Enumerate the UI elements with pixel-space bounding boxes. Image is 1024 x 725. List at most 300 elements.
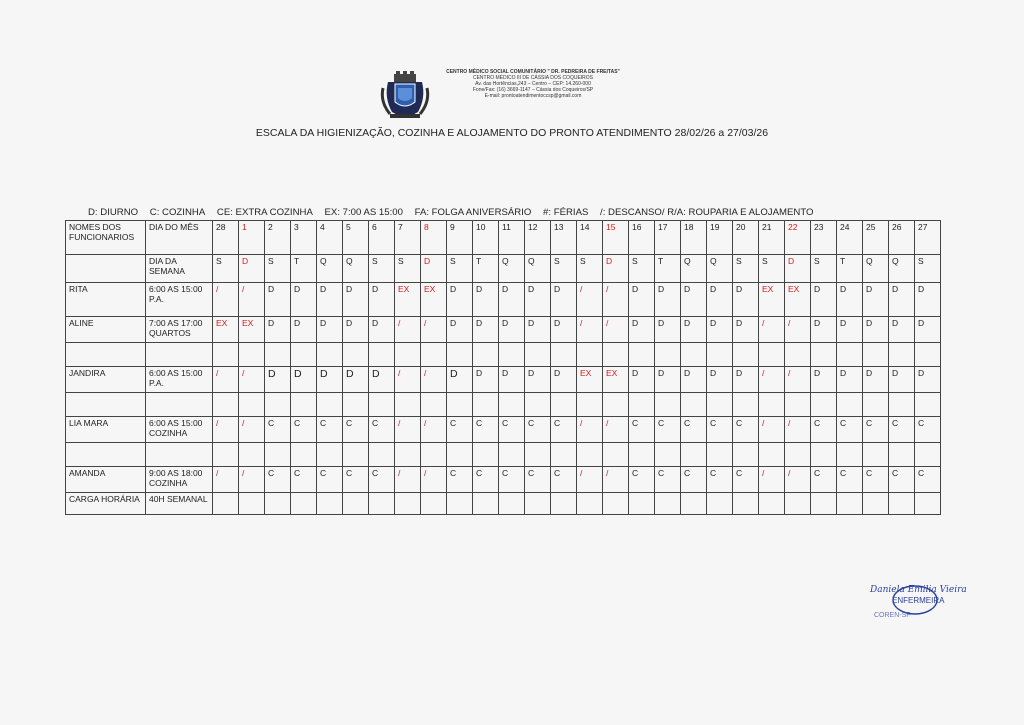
schedule-cell: [785, 393, 811, 417]
schedule-cell: [785, 443, 811, 467]
header-line: CENTRO MÉDICO III DE CÁSSIA DOS COQUEIROS: [472, 75, 594, 81]
schedule-cell: [317, 343, 343, 367]
schedule-cell: [577, 343, 603, 367]
schedule-cell: C: [317, 467, 343, 493]
schedule-cell: [317, 393, 343, 417]
schedule-cell: [265, 443, 291, 467]
schedule-cell: C: [707, 467, 733, 493]
day-number: 27: [915, 221, 941, 255]
schedule-cell: D: [733, 317, 759, 343]
schedule-cell: [525, 443, 551, 467]
day-number: 11: [499, 221, 525, 255]
schedule-cell: [603, 443, 629, 467]
schedule-cell: /: [785, 467, 811, 493]
weekday-letter: S: [395, 255, 421, 283]
schedule-cell: D: [317, 367, 343, 393]
schedule-cell: [421, 343, 447, 367]
schedule-cell: [889, 443, 915, 467]
schedule-cell: D: [733, 283, 759, 317]
day-number: 2: [265, 221, 291, 255]
schedule-cell: [499, 493, 525, 515]
schedule-cell: [239, 393, 265, 417]
schedule-cell: C: [655, 467, 681, 493]
schedule-cell: [291, 443, 317, 467]
schedule-cell: D: [681, 367, 707, 393]
schedule-cell: C: [525, 467, 551, 493]
schedule-cell: [239, 493, 265, 515]
schedule-cell: [369, 443, 395, 467]
schedule-cell: [785, 493, 811, 515]
signature-stamp: [860, 572, 970, 622]
schedule-cell: [707, 493, 733, 515]
table-row: [66, 343, 941, 367]
schedule-cell: C: [811, 467, 837, 493]
schedule-cell: C: [837, 467, 863, 493]
schedule-cell: D: [915, 283, 941, 317]
schedule-cell: C: [915, 417, 941, 443]
schedule-cell: D: [369, 283, 395, 317]
day-number: 26: [889, 221, 915, 255]
schedule-cell: [811, 343, 837, 367]
schedule-cell: C: [551, 467, 577, 493]
day-number: 21: [759, 221, 785, 255]
schedule-cell: [603, 343, 629, 367]
weekday-letter: Q: [707, 255, 733, 283]
schedule-cell: [473, 393, 499, 417]
schedule-cell: EX: [603, 367, 629, 393]
schedule-cell: [629, 493, 655, 515]
schedule-cell: D: [837, 317, 863, 343]
schedule-cell: D: [863, 317, 889, 343]
schedule-cell: D: [499, 317, 525, 343]
weekday-letter: S: [577, 255, 603, 283]
day-number: 3: [291, 221, 317, 255]
shift-hours: 6:00 AS 15:00 P.A.: [146, 283, 213, 317]
schedule-cell: C: [889, 417, 915, 443]
schedule-cell: [837, 393, 863, 417]
municipal-crest-icon: [380, 68, 430, 120]
schedule-cell: [525, 393, 551, 417]
schedule-cell: [733, 343, 759, 367]
schedule-cell: [655, 393, 681, 417]
schedule-cell: C: [889, 467, 915, 493]
day-number: 6: [369, 221, 395, 255]
schedule-cell: /: [421, 367, 447, 393]
institution-header: [438, 69, 628, 99]
day-number: 14: [577, 221, 603, 255]
day-number: 8: [421, 221, 447, 255]
schedule-cell: C: [733, 417, 759, 443]
schedule-cell: C: [863, 417, 889, 443]
header-day-of-month: DIA DO MÊS: [146, 221, 213, 255]
header-line: Av. das Hortências,243 – Centro – CEP: 14.260-000: [475, 81, 591, 87]
signature-name: Daniela Emilia Vieira: [870, 585, 967, 595]
shift-hours: [146, 443, 213, 467]
schedule-cell: C: [811, 417, 837, 443]
schedule-cell: /: [421, 317, 447, 343]
schedule-cell: [629, 443, 655, 467]
schedule-cell: [629, 343, 655, 367]
schedule-cell: /: [421, 467, 447, 493]
schedule-cell: [759, 393, 785, 417]
schedule-cell: D: [265, 367, 291, 393]
schedule-cell: D: [369, 367, 395, 393]
legend: [88, 207, 822, 218]
schedule-cell: D: [681, 283, 707, 317]
shift-hours: [146, 343, 213, 367]
employee-name: [66, 393, 146, 417]
schedule-cell: C: [343, 417, 369, 443]
schedule-cell: D: [707, 283, 733, 317]
day-number: 10: [473, 221, 499, 255]
schedule-cell: [577, 393, 603, 417]
schedule-cell: [629, 393, 655, 417]
schedule-cell: [291, 343, 317, 367]
schedule-cell: C: [447, 417, 473, 443]
schedule-cell: /: [239, 467, 265, 493]
day-number: 18: [681, 221, 707, 255]
schedule-cell: [655, 443, 681, 467]
schedule-cell: [525, 493, 551, 515]
weekday-letter: D: [239, 255, 265, 283]
schedule-cell: [369, 393, 395, 417]
schedule-cell: C: [291, 467, 317, 493]
schedule-cell: /: [213, 367, 239, 393]
employee-name: CARGA HORÁRIA: [66, 493, 146, 515]
weekday-letter: Q: [499, 255, 525, 283]
weekday-letter: T: [473, 255, 499, 283]
schedule-cell: D: [863, 283, 889, 317]
schedule-cell: /: [603, 417, 629, 443]
shift-hours: 9:00 AS 18:00 COZINHA: [146, 467, 213, 493]
schedule-cell: [473, 493, 499, 515]
schedule-cell: [369, 493, 395, 515]
schedule-cell: D: [369, 317, 395, 343]
schedule-cell: /: [213, 467, 239, 493]
schedule-cell: [213, 343, 239, 367]
day-number: 15: [603, 221, 629, 255]
schedule-cell: EX: [759, 283, 785, 317]
schedule-cell: D: [837, 367, 863, 393]
schedule-cell: [499, 443, 525, 467]
schedule-cell: D: [915, 317, 941, 343]
schedule-cell: D: [265, 283, 291, 317]
day-number: 25: [863, 221, 889, 255]
schedule-cell: [707, 443, 733, 467]
schedule-cell: D: [499, 283, 525, 317]
schedule-cell: [733, 393, 759, 417]
schedule-cell: [265, 493, 291, 515]
schedule-cell: [291, 393, 317, 417]
schedule-cell: /: [421, 417, 447, 443]
employee-name: JANDIRA: [66, 367, 146, 393]
table-row: [66, 493, 941, 515]
schedule-cell: D: [655, 367, 681, 393]
schedule-cell: C: [629, 467, 655, 493]
schedule-cell: [889, 493, 915, 515]
header-line: CENTRO MÉDICO SOCIAL COMUNITÁRIO " DR. PEDREIRA DE FREITAS": [446, 69, 620, 75]
schedule-cell: C: [551, 417, 577, 443]
schedule-cell: [759, 443, 785, 467]
schedule-cell: [655, 343, 681, 367]
schedule-cell: [447, 393, 473, 417]
weekday-letter: S: [915, 255, 941, 283]
schedule-cell: D: [863, 367, 889, 393]
schedule-cell: C: [447, 467, 473, 493]
schedule-cell: [265, 393, 291, 417]
legend-item: /: DESCANSO/ R/A: ROUPARIA E ALOJAMENTO: [600, 207, 814, 218]
schedule-cell: [447, 493, 473, 515]
schedule-cell: D: [525, 367, 551, 393]
day-number: 23: [811, 221, 837, 255]
table-row: [66, 417, 941, 443]
schedule-cell: D: [317, 283, 343, 317]
schedule-cell: [863, 393, 889, 417]
table-header-row: [66, 221, 941, 255]
table-row: [66, 393, 941, 417]
schedule-cell: [889, 393, 915, 417]
schedule-cell: [577, 493, 603, 515]
schedule-cell: [473, 443, 499, 467]
day-number: 4: [317, 221, 343, 255]
schedule-cell: [785, 343, 811, 367]
shift-hours: [146, 393, 213, 417]
schedule-cell: [343, 443, 369, 467]
schedule-cell: D: [915, 367, 941, 393]
schedule-cell: EX: [213, 317, 239, 343]
schedule-cell: D: [499, 367, 525, 393]
schedule-cell: [915, 393, 941, 417]
schedule-cell: D: [889, 317, 915, 343]
schedule-cell: [447, 443, 473, 467]
legend-item: #: FÉRIAS: [543, 207, 589, 218]
schedule-cell: EX: [395, 283, 421, 317]
schedule-cell: D: [811, 283, 837, 317]
schedule-cell: C: [265, 417, 291, 443]
schedule-table: [65, 220, 941, 515]
schedule-cell: C: [343, 467, 369, 493]
schedule-cell: [863, 443, 889, 467]
schedule-cell: D: [629, 317, 655, 343]
weekday-letter: T: [291, 255, 317, 283]
schedule-cell: [577, 443, 603, 467]
day-number: 7: [395, 221, 421, 255]
day-number: 5: [343, 221, 369, 255]
schedule-cell: [421, 393, 447, 417]
schedule-cell: D: [811, 317, 837, 343]
weekday-letter: Q: [525, 255, 551, 283]
schedule-cell: /: [239, 417, 265, 443]
weekday-letter: Q: [889, 255, 915, 283]
weekday-letter: D: [785, 255, 811, 283]
day-number: 28: [213, 221, 239, 255]
schedule-cell: /: [603, 283, 629, 317]
schedule-cell: D: [473, 283, 499, 317]
schedule-cell: D: [447, 317, 473, 343]
schedule-cell: [681, 493, 707, 515]
weekday-letter: Q: [317, 255, 343, 283]
schedule-cell: /: [785, 417, 811, 443]
schedule-cell: [733, 443, 759, 467]
schedule-cell: [551, 443, 577, 467]
schedule-cell: [915, 493, 941, 515]
weekday-letter: D: [421, 255, 447, 283]
legend-item: D: DIURNO: [88, 207, 139, 218]
schedule-cell: [707, 343, 733, 367]
schedule-cell: D: [473, 317, 499, 343]
weekday-letter: S: [213, 255, 239, 283]
schedule-cell: [811, 443, 837, 467]
schedule-cell: [213, 443, 239, 467]
employee-name: RITA: [66, 283, 146, 317]
weekday-letter: Q: [681, 255, 707, 283]
schedule-cell: [837, 443, 863, 467]
weekday-letter: S: [811, 255, 837, 283]
day-number: 24: [837, 221, 863, 255]
schedule-cell: C: [681, 467, 707, 493]
weekday-letter: Q: [863, 255, 889, 283]
schedule-cell: D: [473, 367, 499, 393]
shift-hours: 40H SEMANAL: [146, 493, 213, 515]
schedule-cell: C: [837, 417, 863, 443]
schedule-cell: D: [889, 367, 915, 393]
day-number: 19: [707, 221, 733, 255]
schedule-cell: /: [603, 467, 629, 493]
schedule-cell: /: [577, 283, 603, 317]
schedule-cell: [291, 493, 317, 515]
schedule-cell: /: [785, 317, 811, 343]
employee-name: AMANDA: [66, 467, 146, 493]
schedule-cell: [369, 343, 395, 367]
schedule-cell: D: [317, 317, 343, 343]
schedule-cell: C: [473, 467, 499, 493]
schedule-cell: [239, 343, 265, 367]
schedule-cell: EX: [785, 283, 811, 317]
schedule-cell: /: [239, 283, 265, 317]
schedule-cell: [889, 343, 915, 367]
weekday-letter: S: [759, 255, 785, 283]
weekday-letter: S: [265, 255, 291, 283]
employee-name: [66, 443, 146, 467]
schedule-cell: [213, 493, 239, 515]
schedule-cell: D: [343, 367, 369, 393]
schedule-cell: C: [265, 467, 291, 493]
weekday-letter: S: [733, 255, 759, 283]
weekday-letter: S: [369, 255, 395, 283]
schedule-cell: D: [291, 367, 317, 393]
schedule-cell: [395, 343, 421, 367]
signature-reg: COREN-SP: [874, 612, 911, 619]
schedule-cell: [525, 343, 551, 367]
schedule-cell: [863, 493, 889, 515]
schedule-cell: [265, 343, 291, 367]
schedule-cell: D: [343, 317, 369, 343]
schedule-cell: [343, 393, 369, 417]
schedule-cell: C: [499, 467, 525, 493]
schedule-cell: /: [759, 417, 785, 443]
day-number: 9: [447, 221, 473, 255]
employee-name: [66, 343, 146, 367]
schedule-cell: /: [577, 467, 603, 493]
schedule-cell: D: [629, 367, 655, 393]
schedule-cell: [551, 393, 577, 417]
day-number: 16: [629, 221, 655, 255]
schedule-cell: C: [525, 417, 551, 443]
schedule-cell: /: [239, 367, 265, 393]
schedule-cell: /: [785, 367, 811, 393]
weekday-letter: T: [655, 255, 681, 283]
schedule-cell: /: [395, 467, 421, 493]
schedule-cell: [655, 493, 681, 515]
schedule-cell: [551, 493, 577, 515]
schedule-cell: D: [733, 367, 759, 393]
schedule-cell: C: [655, 417, 681, 443]
schedule-cell: [603, 493, 629, 515]
schedule-cell: D: [655, 317, 681, 343]
schedule-cell: D: [707, 367, 733, 393]
schedule-cell: D: [889, 283, 915, 317]
table-row: [66, 283, 941, 317]
schedule-cell: C: [681, 417, 707, 443]
schedule-cell: [421, 443, 447, 467]
schedule-cell: [759, 493, 785, 515]
schedule-cell: D: [447, 367, 473, 393]
schedule-cell: [551, 343, 577, 367]
header-line: Fone/Fax: (16) 3669-1147 – Cássia dos Coqueiros/SP: [472, 87, 594, 93]
legend-item: EX: 7:00 AS 15:00: [324, 207, 403, 218]
table-row: [66, 467, 941, 493]
schedule-cell: /: [759, 367, 785, 393]
legend-item: C: COZINHA: [149, 207, 206, 218]
day-number: 1: [239, 221, 265, 255]
schedule-cell: D: [525, 283, 551, 317]
day-number: 17: [655, 221, 681, 255]
table-row: [66, 317, 941, 343]
schedule-cell: D: [291, 283, 317, 317]
schedule-cell: D: [655, 283, 681, 317]
signature-role: ENFERMEIRA: [892, 596, 945, 605]
table-row: [66, 367, 941, 393]
schedule-cell: /: [603, 317, 629, 343]
schedule-cell: C: [369, 417, 395, 443]
schedule-cell: [915, 343, 941, 367]
table-weekday-row: [66, 255, 941, 283]
schedule-cell: [837, 493, 863, 515]
weekday-letter: S: [447, 255, 473, 283]
schedule-cell: D: [811, 367, 837, 393]
schedule-cell: [733, 493, 759, 515]
schedule-cell: EX: [239, 317, 265, 343]
employee-name: ALINE: [66, 317, 146, 343]
schedule-cell: [811, 393, 837, 417]
schedule-cell: C: [499, 417, 525, 443]
schedule-cell: C: [707, 417, 733, 443]
schedule-cell: [681, 443, 707, 467]
schedule-cell: [395, 493, 421, 515]
legend-item: CE: EXTRA COZINHA: [216, 207, 313, 218]
schedule-cell: /: [395, 317, 421, 343]
schedule-cell: D: [551, 367, 577, 393]
schedule-cell: EX: [577, 367, 603, 393]
schedule-cell: [837, 343, 863, 367]
schedule-cell: C: [473, 417, 499, 443]
schedule-cell: D: [681, 317, 707, 343]
schedule-cell: [447, 343, 473, 367]
shift-hours: 6:00 AS 15:00 P.A.: [146, 367, 213, 393]
schedule-cell: [681, 343, 707, 367]
schedule-cell: C: [369, 467, 395, 493]
schedule-cell: /: [577, 417, 603, 443]
